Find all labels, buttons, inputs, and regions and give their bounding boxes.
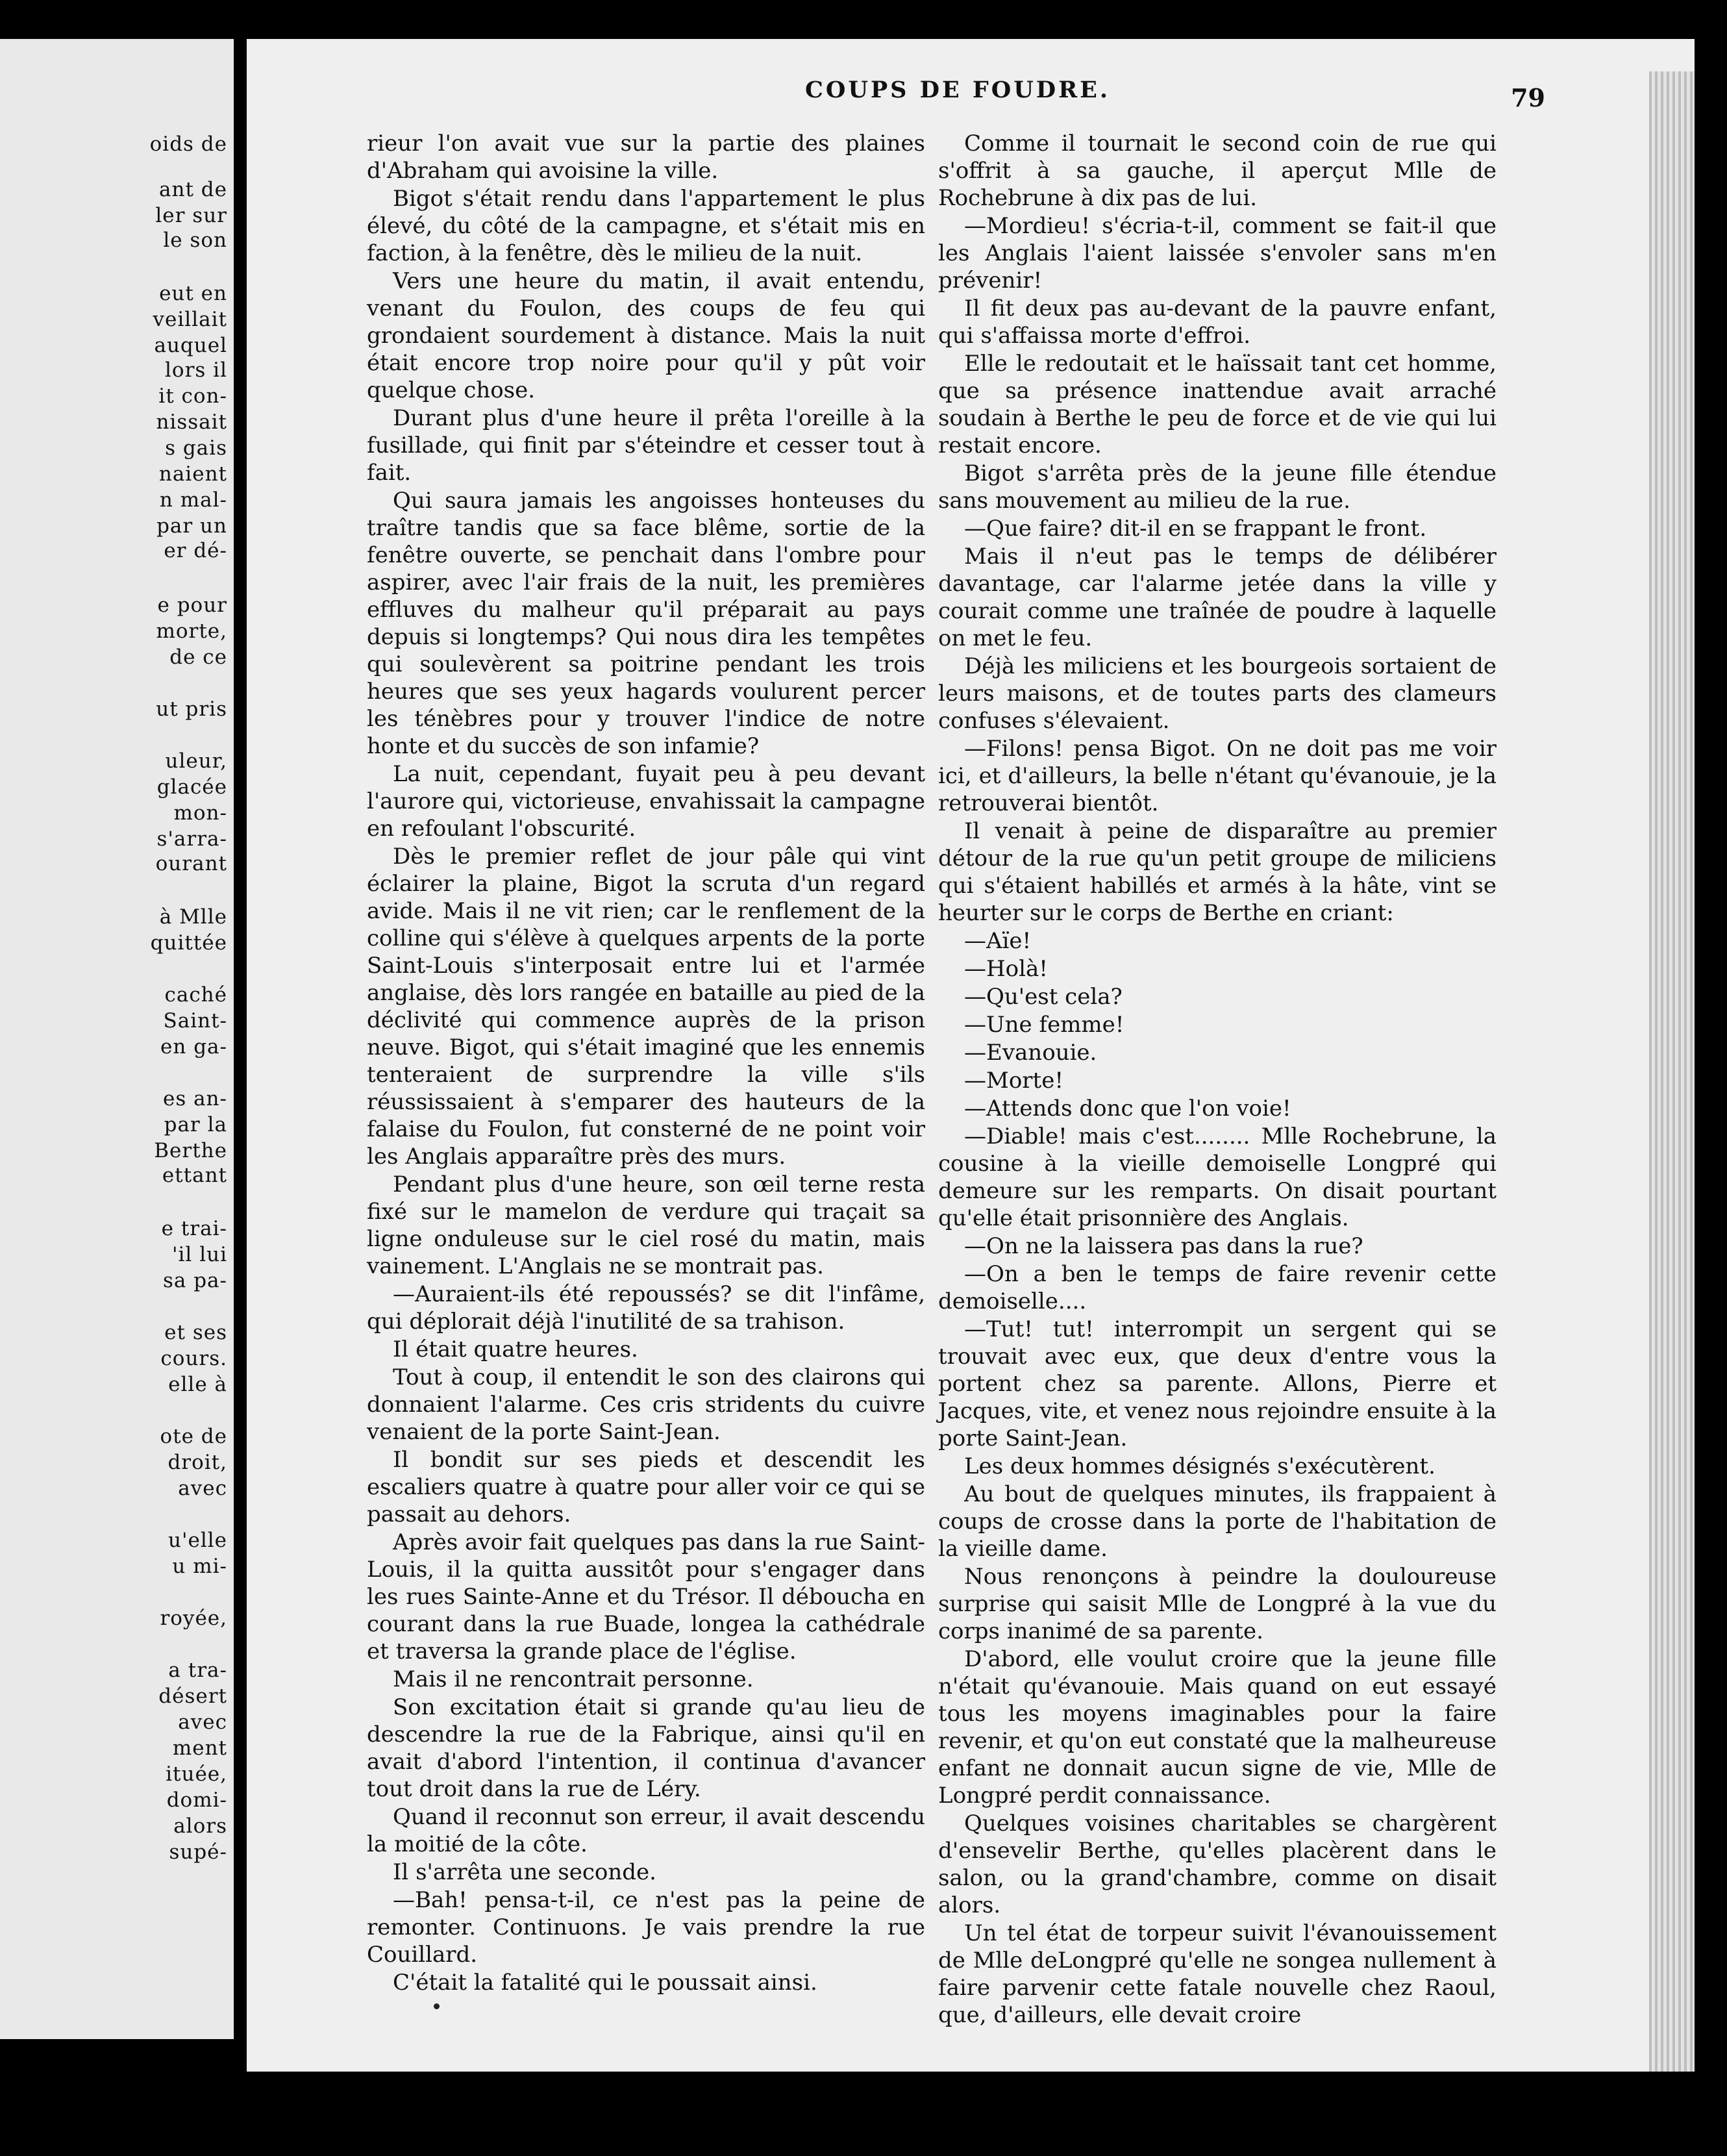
paragraph: Nous renonçons à peindre la douloureuse surprise qui saisit Mlle de Longpré à la vue du corps inanimé de sa parente. [938,1564,1497,1644]
left-page-line: n mal- [159,488,227,512]
paragraph: —Mordieu! s'écria-t-il, comment se fait-il que les Anglais l'aient laissée s'envoler sans m'en prévenir! [938,213,1497,294]
paragraph: La nuit, cependant, fuyait peu à peu devant l'aurore qui, victorieuse, envahissait la campagne en refoulant l'obscurité. [367,761,925,842]
left-page-line: Berthe [154,1139,227,1162]
paragraph: Il était quatre heures. [393,1336,638,1362]
paragraph: Elle le redoutait et le haïssait tant cet homme, que sa présence inattendue avait arraché soudain à Berthe le peu de force et de vie qui lui restait encore. [938,351,1497,458]
paragraph: Bigot s'arrêta près de la jeune fille étendue sans mouvement au milieu de la rue. [938,460,1497,514]
paragraph: C'était la fatalité qui le poussait ainsi. [393,1970,817,1996]
right-page [247,39,1695,2072]
left-page-line: mon- [173,801,227,825]
paragraph: —Bah! pensa-t-il, ce n'est pas la peine de remonter. Continuons. Je vais prendre la rue Couillard. [367,1887,925,1968]
text-column-right [938,130,1497,2029]
left-page-line: e trai- [161,1217,227,1240]
paragraph: Il fit deux pas au-devant de la pauvre enfant, qui s'affaissa morte d'effroi. [938,295,1497,349]
paragraph: Bigot s'était rendu dans l'appartement le plus élevé, du côté de la campagne, et s'était mis en faction, à la fenêtre, dès le milieu de la nuit. [367,186,925,266]
left-page-line: ote de [160,1425,227,1448]
left-page-line: uleur, [165,749,227,773]
left-page-line: cours. [160,1347,227,1370]
left-page-fragment [0,39,234,2039]
left-page-line: morte, [156,620,227,643]
left-page-line: quittée [150,931,227,955]
paragraph: Déjà les miliciens et les bourgeois sortaient de leurs maisons, et de toutes parts des clameurs confuses s'élevaient. [938,653,1497,734]
paragraph: Au bout de quelques minutes, ils frappaient à coups de crosse dans la porte de l'habitation de la vieille dame. [938,1481,1497,1562]
left-page-line: auquel [154,334,227,357]
left-page-line: caché [164,983,227,1007]
left-page-line: et ses [164,1321,227,1344]
left-page-line: ettant [162,1164,227,1187]
left-page-line: sa pa- [162,1269,227,1292]
left-page-line: par la [164,1113,227,1136]
left-page-line: elle à [168,1373,227,1396]
paragraph: Pendant plus d'une heure, son œil terne resta fixé sur le mamelon de verdure qui traçait sa ligne onduleuse sur le ciel rosé du matin, mais vainement. L'Anglais ne se montrait pas. [367,1172,925,1279]
left-page-line: domi- [166,1788,227,1812]
left-page-line: à Mlle [159,905,227,929]
left-page-line: désert [158,1685,227,1708]
left-page-line: ler sur [155,204,227,227]
paragraph: —Filons! pensa Bigot. On ne doit pas me voir ici, et d'ailleurs, la belle n'étant qu'évanouie, je la retrouverai bientôt. [938,736,1497,816]
left-page-line: 'il lui [172,1243,227,1266]
left-page-line: veillait [153,308,227,331]
paragraph: —Que faire? dit-il en se frappant le front. [964,516,1427,542]
paragraph: Dès le premier reflet de jour pâle qui vint éclairer la plaine, Bigot la scruta d'un regard avide. Mais il ne vit rien; car le renflement de la colline qui s'élève à quelques arpents de la porte Saint-Louis s'interposait entre lui et l'armée anglaise, dès lors rangée en bataille au pied de la déclivité qui commence auprès de la prison neuve. Bigot, qui s'était imaginé que les ennemis tenteraient de surprendre la ville s'ils réussissaient à s'emparer des hauteurs de la falaise du Foulon, fut consterné de ne point voir les Anglais apparaître près des murs. [367,844,925,1170]
paragraph: Son excitation était si grande qu'au lieu de descendre la rue de la Fabrique, ainsi qu'il en avait d'abord l'intention, il continua d'avancer tout droit dans la rue de Léry. [367,1694,925,1802]
paragraph: rieur l'on avait vue sur la partie des plaines d'Abraham qui avoisine la ville. [367,131,925,184]
paragraph: Mais il n'eut pas le temps de délibérer davantage, car l'alarme jetée dans la ville y courait comme une traînée de poudre à laquelle on met le feu. [938,544,1497,651]
book-gutter [234,0,247,2156]
left-page-line: eut en [159,282,227,305]
paragraph: —Qu'est cela? [964,984,1123,1010]
paragraph: —Holà! [964,956,1048,982]
left-page-line: oids de [149,132,227,156]
left-page-line: er dé- [164,539,227,562]
left-page-line: nissait [156,410,227,434]
paragraph: Comme il tournait le second coin de rue qui s'offrit à sa gauche, il aperçut Mlle de Rochebrune à dix pas de lui. [938,131,1497,211]
paragraph: —Evanouie. [964,1040,1097,1066]
paragraph: —Tut! tut! interrompit un sergent qui se trouvait avec eux, que deux d'entre vous la portent chez sa parente. Allons, Pierre et Jacques, vite, et venez nous rejoindre ensuite à la porte Saint-Jean. [938,1316,1497,1451]
paragraph: —Diable! mais c'est........ Mlle Rochebrune, la cousine à la vieille demoiselle Longpré qui demeure sur les remparts. On disait pourtant qu'elle était prisonnière des Anglais. [938,1123,1497,1231]
left-page-line: de ce [169,646,227,669]
page-number: 79 [1511,83,1545,112]
left-page-line: es an- [162,1087,227,1110]
paragraph: Il s'arrêta une seconde. [393,1859,656,1885]
left-page-line: naient [158,462,227,486]
paragraph: Quand il reconnut son erreur, il avait descendu la moitié de la côte. [367,1804,925,1857]
left-page-line: en ga- [160,1035,227,1059]
left-page-line: le son [163,229,227,252]
paragraph: —Auraient-ils été repoussés? se dit l'infâme, qui déplorait déjà l'inutilité de sa trahison. [367,1281,925,1335]
left-page-line: avec [178,1477,227,1500]
left-page-line: Saint- [163,1009,227,1033]
text-column-left [367,130,925,1997]
paragraph: —Morte! [964,1068,1063,1094]
left-page-line: it con- [158,384,227,408]
paragraph: —On a ben le temps de faire revenir cette demoiselle.... [938,1261,1497,1314]
paragraph: —On ne la laissera pas dans la rue? [964,1233,1363,1259]
paragraph: —Attends donc que l'on voie! [964,1096,1291,1122]
left-page-line: u mi- [172,1555,227,1578]
left-page-line: e pour [157,594,227,617]
left-page-line: a tra- [168,1659,227,1682]
paragraph: Il bondit sur ses pieds et descendit les escaliers quatre à quatre pour aller voir ce qui se passait au dehors. [367,1447,925,1527]
page-edges [1649,71,1695,2072]
ornament-dot [434,2003,440,2009]
left-page-line: droit, [168,1451,227,1474]
paragraph: Qui saura jamais les angoisses honteuses du traître tandis que sa face blême, sortie de la fenêtre ouverte, se penchait dans l'ombre pour aspirer, avec l'air frais de la nuit, les premières effluves du malheur qu'il préparait au pays depuis si longtemps? Qui nous dira les tempêtes qui soulevèrent sa poitrine pendant les trois heures que ses yeux hagards voulurent percer les ténèbres pour y trouver l'indice de notre honte et du succès de son infamie? [367,488,925,759]
left-page-line: ment [172,1736,227,1760]
left-page-line: ant de [159,178,227,201]
left-page-line: s gais [165,436,227,460]
paragraph: —Une femme! [964,1012,1124,1038]
left-page-line: glacée [156,775,227,799]
paragraph: Il venait à peine de disparaître au premier détour de la rue qu'un petit groupe de miliciens qui s'étaient habillés et armés à la hâte, vint se heurter sur le corps de Berthe en criant: [938,818,1497,926]
left-page-line: supé- [169,1840,227,1864]
paragraph: Les deux hommes désignés s'exécutèrent. [964,1453,1435,1479]
left-page-line: ourant [155,852,227,875]
left-page-line: ituée, [166,1762,227,1786]
left-page-line: avec [178,1711,227,1734]
paragraph: Durant plus d'une heure il prêta l'oreille à la fusillade, qui finit par s'éteindre et cesser tout à fait. [367,405,925,486]
paragraph: D'abord, elle voulut croire que la jeune fille n'était qu'évanouie. Mais quand on eut essayé tous les moyens imaginables pour la faire revenir, et qu'on eut constaté que la malheureuse enfant ne donnait aucun signe de vie, Mlle de Longpré perdit connaissance. [938,1646,1497,1809]
paragraph: Mais il ne rencontrait personne. [393,1666,754,1692]
left-page-line: s'arra- [156,827,227,851]
paragraph: Un tel état de torpeur suivit l'évanouissement de Mlle deLongpré qu'elle ne songea nullement à faire parvenir cette fatale nouvelle chez Raoul, que, d'ailleurs, elle devait croire [938,1920,1497,2028]
paragraph: Tout à coup, il entendit le son des clairons qui donnaient l'alarme. Ces cris stridents du cuivre venaient de la porte Saint-Jean. [367,1364,925,1445]
left-page-line: par un [156,514,227,538]
left-page-line: lors il [165,358,227,382]
left-page-line: u'elle [168,1529,227,1552]
paragraph: Après avoir fait quelques pas dans la rue Saint-Louis, il la quitta aussitôt pour s'engager dans les rues Sainte-Anne et du Trésor. Il déboucha en courant dans la rue Buade, longea la cathédrale et traversa la grande place de l'église. [367,1529,925,1664]
left-page-line: royée, [160,1607,227,1630]
paragraph: Quelques voisines charitables se chargèrent d'ensevelir Berthe, qu'elles placèrent dans le salon, ou la grand'chambre, comme on disait alors. [938,1811,1497,1918]
paragraph: Vers une heure du matin, il avait entendu, venant du Foulon, des coups de feu qui grondaient sourdement à distance. Mais la nuit était encore trop noire pour qu'il y pût voir quelque chose. [367,268,925,403]
running-title: COUPS DE FOUDRE. [805,77,1111,103]
paragraph: —Aïe! [964,928,1032,954]
left-page-line: alors [173,1814,227,1838]
left-page-line: ut pris [156,697,227,721]
